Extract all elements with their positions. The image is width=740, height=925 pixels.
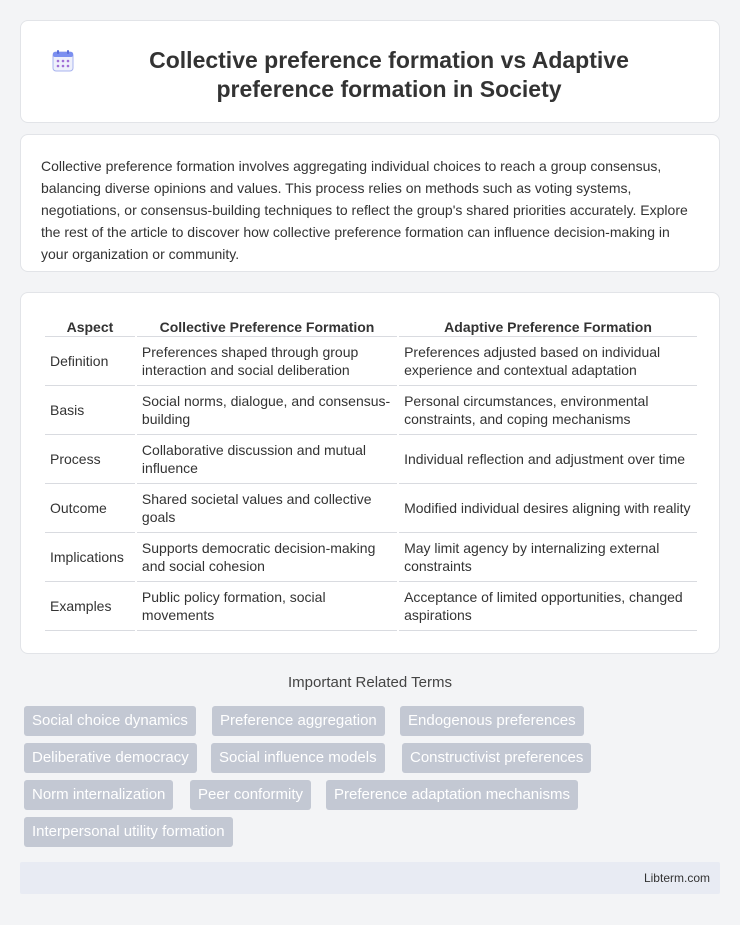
intro-card bbox=[20, 134, 720, 272]
footer-site-link[interactable]: Libterm.com bbox=[643, 871, 710, 885]
comparison-card bbox=[20, 292, 720, 654]
related-term-tag[interactable]: Social influence models bbox=[211, 743, 385, 773]
row-adaptive: May limit agency by internalizing external constraints bbox=[399, 533, 697, 582]
related-term-tag[interactable]: Norm internalization bbox=[24, 780, 173, 810]
related-term-tag[interactable]: Preference aggregation bbox=[212, 706, 385, 736]
header-aspect: Aspect bbox=[45, 315, 135, 337]
row-adaptive: Modified individual desires aligning with reality bbox=[399, 484, 697, 533]
related-term-tag[interactable]: Deliberative democracy bbox=[24, 743, 197, 773]
row-collective: Shared societal values and collective goals bbox=[137, 484, 397, 533]
row-adaptive: Acceptance of limited opportunities, changed aspirations bbox=[399, 582, 697, 631]
row-collective: Supports democratic decision-making and social cohesion bbox=[137, 533, 397, 582]
related-terms-heading: Important Related Terms bbox=[288, 674, 452, 691]
row-adaptive: Personal circumstances, environmental constraints, and coping mechanisms bbox=[399, 386, 697, 435]
table-row bbox=[45, 533, 697, 582]
table-row bbox=[45, 386, 697, 435]
row-adaptive: Preferences adjusted based on individual experience and contextual adaptation bbox=[399, 337, 697, 386]
table-row bbox=[45, 435, 697, 484]
calendar-icon bbox=[51, 49, 75, 73]
row-collective: Public policy formation, social movements bbox=[137, 582, 397, 631]
header-adaptive: Adaptive Preference Formation bbox=[399, 315, 697, 337]
related-term-tag[interactable]: Endogenous preferences bbox=[400, 706, 584, 736]
related-term-tag[interactable]: Peer conformity bbox=[190, 780, 311, 810]
header-collective: Collective Preference Formation bbox=[137, 315, 397, 337]
related-term-tag[interactable]: Social choice dynamics bbox=[24, 706, 196, 736]
page-title: Collective preference formation vs Adaptive preference formation in Society bbox=[149, 47, 629, 102]
row-aspect: Examples bbox=[45, 582, 135, 631]
row-collective: Collaborative discussion and mutual influence bbox=[137, 435, 397, 484]
row-collective: Social norms, dialogue, and consensus-building bbox=[137, 386, 397, 435]
related-term-tag[interactable]: Constructivist preferences bbox=[402, 743, 591, 773]
intro-paragraph: Collective preference formation involves aggregating individual choices to reach a group consensus, balancing diverse opinions and values. This process relies on methods such as voting systems, negotiations, or consensus-building techniques to reflect the group's shared priorities accurately. Explore the rest of the article to discover how collective preference formation can influence decision-making in your organization or community. bbox=[41, 158, 688, 262]
row-aspect: Definition bbox=[45, 337, 135, 386]
related-term-tag[interactable]: Preference adaptation mechanisms bbox=[326, 780, 578, 810]
row-aspect: Process bbox=[45, 435, 135, 484]
table-header-row bbox=[45, 315, 697, 337]
row-aspect: Outcome bbox=[45, 484, 135, 533]
table-row bbox=[45, 582, 697, 631]
footer bbox=[20, 862, 720, 894]
related-term-tag[interactable]: Interpersonal utility formation bbox=[24, 817, 233, 847]
row-adaptive: Individual reflection and adjustment over time bbox=[399, 435, 697, 484]
row-aspect: Basis bbox=[45, 386, 135, 435]
row-aspect: Implications bbox=[45, 533, 135, 582]
table-row bbox=[45, 484, 697, 533]
table-row bbox=[45, 337, 697, 386]
comparison-table bbox=[43, 315, 699, 631]
title-card bbox=[20, 20, 720, 123]
row-collective: Preferences shaped through group interaction and social deliberation bbox=[137, 337, 397, 386]
